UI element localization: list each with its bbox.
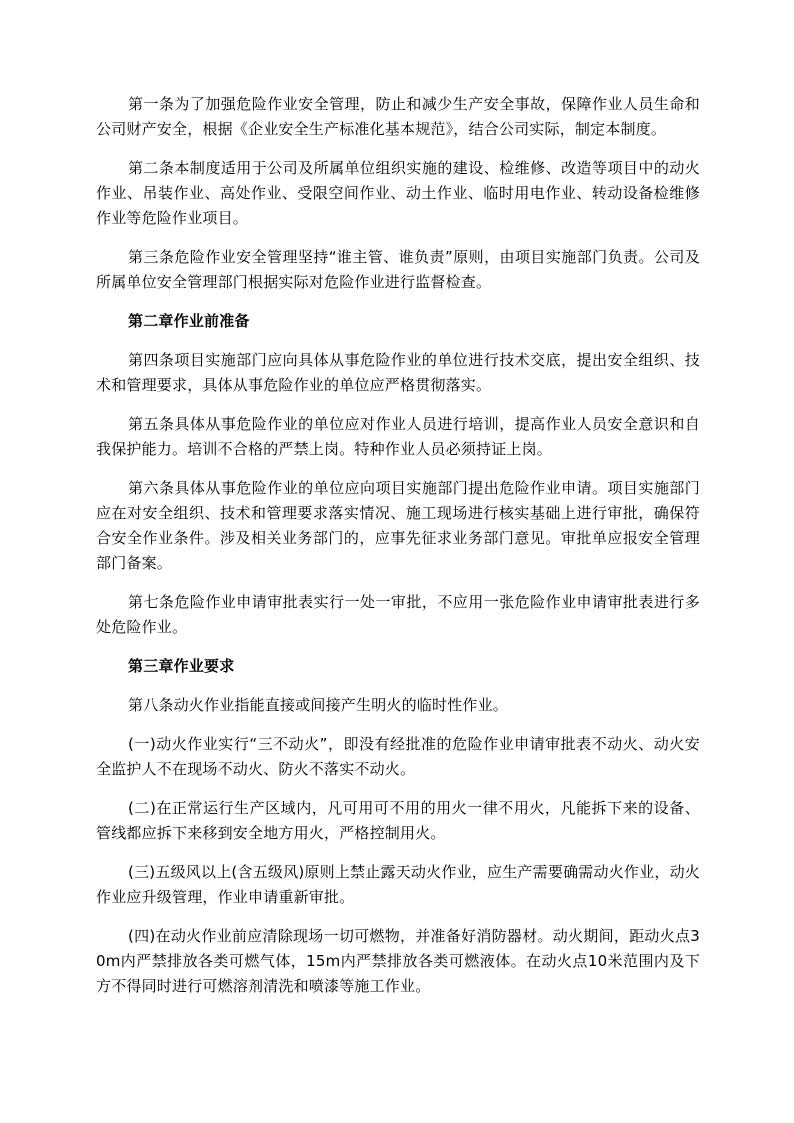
article-8: 第八条动火作业指能直接或间接产生明火的临时性作业。 (128, 696, 509, 714)
chapter-3-heading: 第三章作业要求 (128, 657, 235, 675)
chapter-2-heading: 第二章作业前准备 (128, 312, 250, 330)
article-2: 第二条本制度适用于公司及所属单位组织实施的建设、检维修、改造等项目中的动火作业、吊装作业、高处作业、受限空间作业、动土作业、临时用电作业、转动设备检维修作业等危险作业项目。 (96, 159, 700, 227)
article-8-item-4: (四)在动火作业前应清除现场一切可燃物，并准备好消防器材。动火期间，距动火点30m内严禁排放各类可燃气体，15m内严禁排放各类可燃液体。在动火点10米范围内及下方不得同时进行可燃溶剂清洗和喷漆等施工作业。 (96, 927, 700, 995)
article-5: 第五条具体从事危险作业的单位应对作业人员进行培训，提高作业人员安全意识和自我保护能力。培训不合格的严禁上岗。特种作业人员必须持证上岗。 (96, 415, 700, 458)
article-8-item-1: (一)动火作业实行“三不动火”，即没有经批准的危险作业申请审批表不动火、动火安全监护人不在现场不动火、防火不落实不动火。 (96, 735, 700, 778)
article-6: 第六条具体从事危险作业的单位应向项目实施部门提出危险作业申请。项目实施部门应在对安全组织、技术和管理要求落实情况、施工现场进行核实基础上进行审批，确保符合安全作业条件。涉及相关业务部门的，应事先征求业务部门意见。审批单应报安全管理部门备案。 (96, 479, 700, 572)
article-8-item-3: (三)五级风以上(含五级风)原则上禁止露天动火作业，应生产需要确需动火作业，动火作业应升级管理，作业申请重新审批。 (96, 863, 700, 906)
article-4: 第四条项目实施部门应向具体从事危险作业的单位进行技术交底，提出安全组织、技术和管理要求，具体从事危险作业的单位应严格贯彻落实。 (96, 351, 700, 394)
article-8-item-2: (二)在正常运行生产区域内，凡可用可不用的用火一律不用火，凡能拆下来的设备、管线都应拆下来移到安全地方用火，严格控制用火。 (96, 799, 700, 842)
document-body (96, 92, 700, 1013)
article-7: 第七条危险作业申请审批表实行一处一审批，不应用一张危险作业申请审批表进行多处危险作业。 (96, 593, 700, 636)
article-3: 第三条危险作业安全管理坚持“谁主管、谁负责”原则，由项目实施部门负责。公司及所属单位安全管理部门根据实际对危险作业进行监督检查。 (96, 248, 700, 291)
article-1: 第一条为了加强危险作业安全管理，防止和减少生产安全事故，保障作业人员生命和公司财产安全，根据《企业安全生产标准化基本规范》，结合公司实际，制定本制度。 (96, 95, 700, 138)
